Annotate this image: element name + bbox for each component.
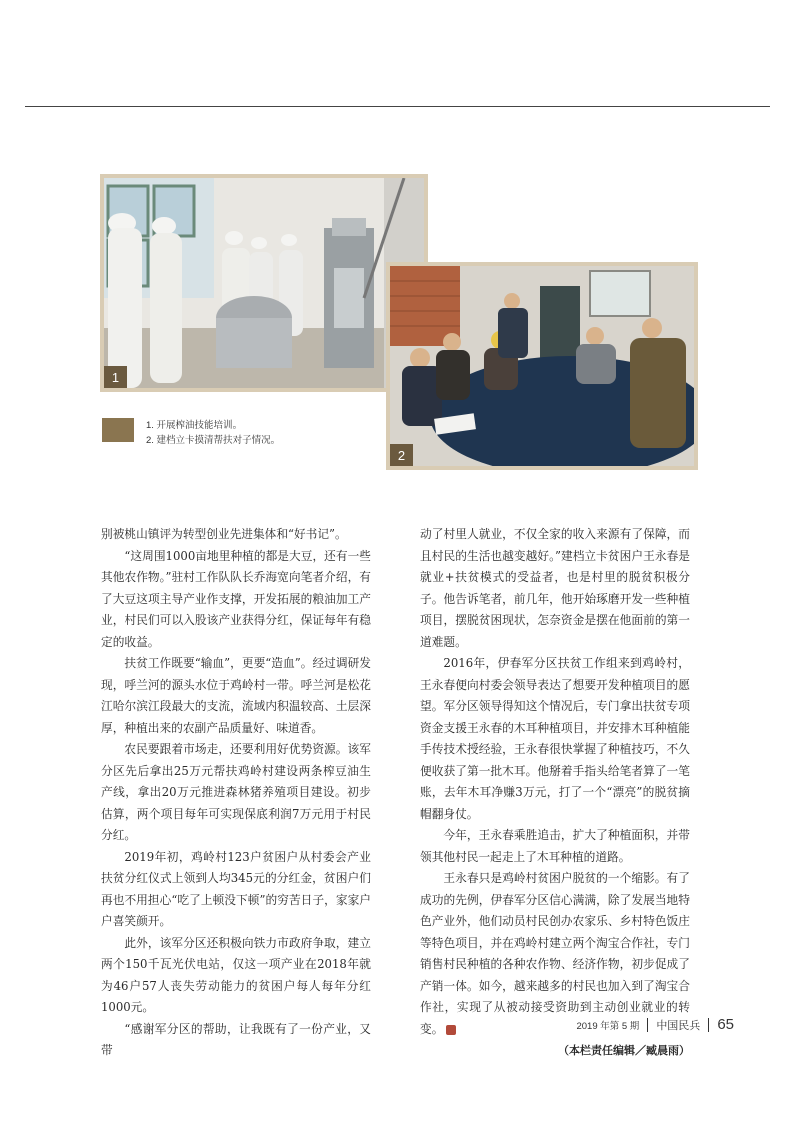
photo-oil-press-training — [100, 174, 428, 392]
header-rule — [25, 106, 770, 107]
paragraph: 2019年初，鸡岭村123户贫困户从村委会产业扶贫分红仪式上领到人均345元的分红金，贫困户们再也不用担心“吃了上顿没下顿”的穷苦日子，家家户户喜笑颜开。 — [101, 849, 371, 928]
photo-captions — [146, 418, 280, 448]
article-column-left — [101, 524, 371, 1062]
paragraph: 此外，该军分区还积极向铁力市政府争取，建立两个150千瓦光伏电站，仅这一项产业在2018年就为46户57人丧失劳动能力的贫困户每人每年分红1000元。 — [101, 935, 371, 1014]
paragraph-final-text: 王永春只是鸡岭村贫困户脱贫的一个缩影。有了成功的先例，伊春军分区信心满满，除了发展当地特色产业外，他们动员村民创办农家乐、乡村特色饭庄等特色项目，并在鸡岭村建立两个淘宝合作社，专门销售村民种植的各种农作物、经济作物，初步促成了产销一体。如今，越来越多的村民也加入到了淘宝合作社，实现了从被动接受资助到主动创业就业的转变。 — [420, 871, 690, 1036]
paragraph: 扶贫工作既要“输血”，更要“造血”。经过调研发现，呼兰河的源头水位于鸡岭村一带。呼兰河是松花江哈尔滨江段最大的支流，流域内积温较高、土层深厚，种植出来的农副产品质量好、味道香。 — [101, 656, 371, 735]
magazine-name: 中国民兵 — [656, 1019, 701, 1032]
caption-accent-box — [102, 418, 134, 442]
photo-number-2: 2 — [390, 444, 413, 466]
paragraph: “感谢军分区的帮助，让我既有了一份产业，又带 — [101, 1021, 371, 1057]
photo-village-meeting — [386, 262, 698, 470]
paragraph: 2016年，伊春军分区扶贫工作组来到鸡岭村，王永春便向村委会领导表达了想要开发种植项目的愿望。军分区领导得知这个情况后，专门拿出扶贫专项资金支援王永春的木耳种植项目，并安排木耳种植能手传技术授经验，王永春很快掌握了种植技巧，不久便收获了第一批木耳。他掰着手指头给笔者算了一笔账，去年木耳净赚3万元，打了一个“漂亮”的脱贫摘帽翻身仗。 — [420, 656, 690, 821]
paragraph: 别被桃山镇评为转型创业先进集体和“好书记”。 — [101, 527, 347, 541]
paragraph: 动了村里人就业，不仅全家的收入来源有了保障，而且村民的生活也越变越好。”建档立卡贫困户王永春是就业+扶贫模式的受益者，也是村里的脱贫积极分子。他告诉笔者，前几年，他开始琢磨开发一些种植项目，摆脱贫困现状，怎奈资金是摆在他面前的第一道难题。 — [420, 527, 690, 649]
article-end-icon — [446, 1025, 456, 1035]
footer-divider — [647, 1018, 648, 1032]
paragraph: 今年，王永春乘胜追击，扩大了种植面积，并带领其他村民一起走上了木耳种植的道路。 — [420, 828, 690, 864]
photo-number-1: 1 — [104, 366, 127, 388]
caption-1: 1. 开展榨油技能培训。 — [146, 420, 243, 431]
article-column-right — [420, 524, 690, 1063]
paragraph: 农民要跟着市场走，还要利用好优势资源。该军分区先后拿出25万元帮扶鸡岭村建设两条榨豆油生产线，拿出20万元推进森林猪养殖项目建设。初步估算，两个项目每年可实现保底利润7万元用于村民分红。 — [101, 742, 371, 842]
photo-oil-press-image — [104, 178, 424, 388]
issue-label: 2019 年第 5 期 — [576, 1020, 640, 1032]
footer-divider — [708, 1018, 709, 1032]
page-footer — [576, 1016, 734, 1033]
photo-meeting-image — [390, 266, 694, 466]
paragraph: “这周围1000亩地里种植的都是大豆，还有一些其他农作物。”驻村工作队队长乔海宽向笔者介绍，有了大豆这项主导产业作支撑，开发拓展的粮油加工产业，村民们可以入股该产业获得分红，保证每年有稳定的收益。 — [101, 548, 371, 649]
editor-note: （本栏责任编辑／臧晨雨） — [558, 1045, 690, 1057]
caption-2: 2. 建档立卡摸清帮扶对子情况。 — [146, 435, 281, 446]
page-number: 65 — [717, 1016, 734, 1033]
paragraph-final — [420, 868, 690, 1040]
